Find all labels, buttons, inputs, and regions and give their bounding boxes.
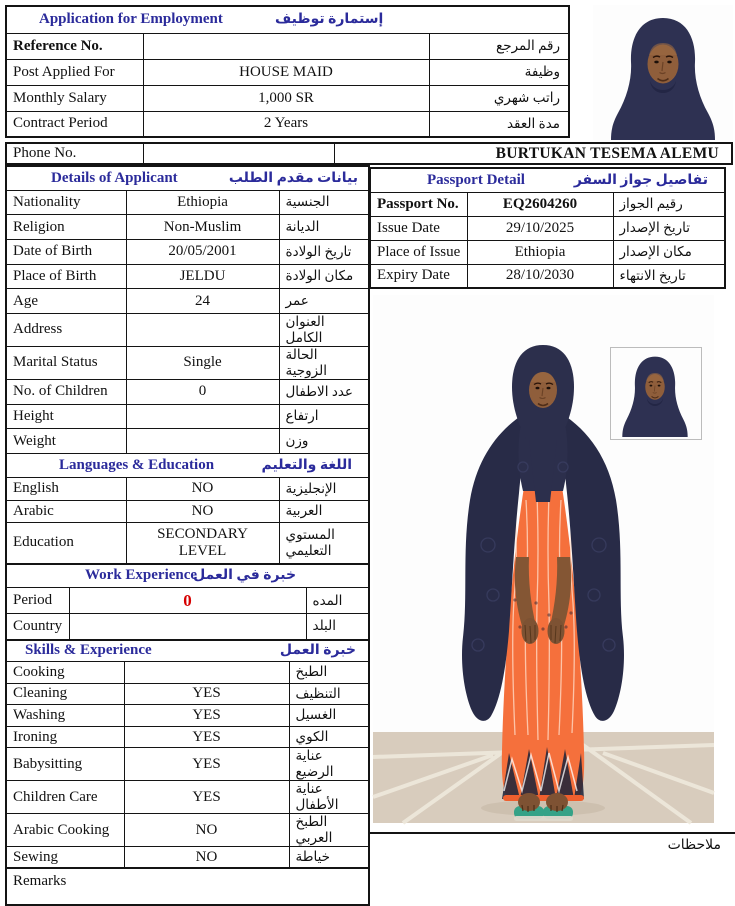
children-row	[6, 379, 369, 404]
passport-panel	[368, 167, 735, 863]
remarks-row	[6, 868, 369, 905]
babysitting-label-ar: عناية الرضيع	[289, 748, 369, 781]
issue-date-value: 29/10/2025	[467, 216, 613, 240]
skills-header: Skills & Experience	[25, 642, 152, 659]
form-title-arabic: إستمارة توظيف	[275, 12, 384, 28]
arabic-cooking-row	[6, 814, 369, 847]
applicant-details-panel	[5, 167, 368, 890]
height-label: Height	[6, 404, 126, 429]
weight-value	[126, 429, 279, 454]
english-row	[6, 478, 369, 501]
children-care-value: YES	[124, 781, 289, 814]
issue-date-row	[370, 216, 725, 240]
applicant-id-photo-small	[610, 347, 702, 440]
passport-table	[369, 167, 726, 289]
passport-no-label-ar: رقيم الجواز	[613, 192, 725, 216]
religion-value: Non-Muslim	[126, 215, 279, 240]
country-value	[69, 614, 306, 640]
languages-header-row	[6, 454, 369, 478]
education-row	[6, 523, 369, 564]
expiry-date-row	[370, 264, 725, 288]
age-label: Age	[6, 289, 126, 314]
work-experience-header-row	[6, 564, 369, 588]
religion-label-ar: الديانة	[279, 215, 369, 240]
work-experience-header-arabic: خبرة في العمل	[193, 568, 297, 584]
arabic-value: NO	[126, 500, 279, 523]
height-row	[6, 404, 369, 429]
address-value	[126, 313, 279, 346]
issue-date-label: Issue Date	[370, 216, 467, 240]
languages-header-arabic: اللغة والتعليم	[261, 458, 352, 473]
notes-row	[370, 832, 735, 863]
period-value: 0	[69, 588, 306, 614]
children-label: No. of Children	[6, 379, 126, 404]
expiry-date-value: 28/10/2030	[467, 264, 613, 288]
details-table	[5, 165, 370, 565]
passport-header-arabic: تفاصيل جواز السفر	[573, 172, 708, 188]
reference-no-label: Reference No.	[6, 33, 143, 59]
babysitting-value: YES	[124, 748, 289, 781]
applicant-portrait-photo	[593, 5, 733, 140]
children-label-ar: عدد الاطفال	[279, 379, 369, 404]
marital-status-row	[6, 346, 369, 379]
passport-header: Passport Detail	[427, 171, 525, 188]
phone-no-value	[143, 143, 335, 164]
skills-header-row	[6, 640, 369, 662]
cooking-row	[6, 662, 369, 684]
date-of-birth-label: Date of Birth	[6, 239, 126, 264]
arabic-cooking-label-ar: الطبخ العربي	[289, 814, 369, 847]
details-header-row	[6, 166, 369, 190]
work-experience-table	[5, 563, 370, 641]
monthly-salary-label-ar: راتب شهري	[429, 85, 569, 111]
expiry-date-label-ar: تاريخ الانتهاء	[613, 264, 725, 288]
period-label: Period	[6, 588, 69, 614]
nationality-row	[6, 190, 369, 215]
nationality-label: Nationality	[6, 190, 126, 215]
sewing-row	[6, 847, 369, 869]
languages-header: Languages & Education	[59, 457, 215, 473]
country-label: Country	[6, 614, 69, 640]
ironing-label-ar: الكوي	[289, 726, 369, 748]
washing-row	[6, 705, 369, 727]
arabic-cooking-value: NO	[124, 814, 289, 847]
monthly-salary-value: 1,000 SR	[143, 85, 429, 111]
marital-status-label: Marital Status	[6, 346, 126, 379]
contract-period-value: 2 Years	[143, 111, 429, 137]
address-label-ar: العنوان الكامل	[279, 313, 369, 346]
reference-no-row	[6, 33, 569, 59]
age-value: 24	[126, 289, 279, 314]
weight-label: Weight	[6, 429, 126, 454]
phone-no-label: Phone No.	[6, 143, 143, 164]
marital-status-label-ar: الحالة الزوجية	[279, 346, 369, 379]
cleaning-label: Cleaning	[6, 683, 124, 705]
nationality-label-ar: الجنسية	[279, 190, 369, 215]
arabic-cooking-label: Arabic Cooking	[6, 814, 124, 847]
ironing-row	[6, 726, 369, 748]
place-of-issue-value: Ethiopia	[467, 240, 613, 264]
issue-date-label-ar: تاريخ الإصدار	[613, 216, 725, 240]
sewing-label-ar: خياطة	[289, 847, 369, 869]
children-care-row	[6, 781, 369, 814]
education-label: Education	[6, 523, 126, 564]
marital-status-value: Single	[126, 346, 279, 379]
english-label: English	[6, 478, 126, 501]
ironing-value: YES	[124, 726, 289, 748]
sewing-label: Sewing	[6, 847, 124, 869]
address-label: Address	[6, 313, 126, 346]
country-row	[6, 614, 369, 640]
cleaning-value: YES	[124, 683, 289, 705]
monthly-salary-label: Monthly Salary	[6, 85, 143, 111]
cleaning-row	[6, 683, 369, 705]
period-label-ar: المده	[306, 588, 369, 614]
form-title: Application for Employment	[39, 11, 223, 28]
english-label-ar: الإنجليزية	[279, 478, 369, 501]
arabic-label-ar: العربية	[279, 500, 369, 523]
place-of-birth-label: Place of Birth	[6, 264, 126, 289]
address-row	[6, 313, 369, 346]
date-of-birth-value: 20/05/2001	[126, 239, 279, 264]
age-row	[6, 289, 369, 314]
babysitting-label: Babysitting	[6, 748, 124, 781]
weight-label-ar: وزن	[279, 429, 369, 454]
remarks-table	[5, 867, 370, 906]
post-applied-row	[6, 59, 569, 85]
washing-value: YES	[124, 705, 289, 727]
arabic-row	[6, 500, 369, 523]
washing-label: Washing	[6, 705, 124, 727]
education-value: SECONDARY LEVEL	[157, 525, 248, 559]
cooking-label: Cooking	[6, 662, 124, 684]
period-row	[6, 588, 369, 614]
religion-row	[6, 215, 369, 240]
ironing-label: Ironing	[6, 726, 124, 748]
form-title-row	[6, 6, 569, 33]
arabic-label: Arabic	[6, 500, 126, 523]
passport-no-row	[370, 192, 725, 216]
passport-no-value: EQ2604260	[467, 192, 613, 216]
place-of-issue-label: Place of Issue	[370, 240, 467, 264]
contract-period-label: Contract Period	[6, 111, 143, 137]
education-label-ar: المستوي التعليمي	[279, 523, 369, 564]
cooking-value	[124, 662, 289, 684]
weight-row	[6, 429, 369, 454]
passport-no-label: Passport No.	[370, 192, 467, 216]
contract-period-label-ar: مدة العقد	[429, 111, 569, 137]
children-care-label: Children Care	[6, 781, 124, 814]
place-of-birth-label-ar: مكان الولادة	[279, 264, 369, 289]
children-value: 0	[126, 379, 279, 404]
remarks-label: Remarks	[6, 868, 369, 905]
sewing-value: NO	[124, 847, 289, 869]
place-of-issue-label-ar: مكان الإصدار	[613, 240, 725, 264]
passport-header-row	[370, 168, 725, 192]
phone-name-row	[5, 142, 733, 165]
place-of-birth-row	[6, 264, 369, 289]
reference-no-value	[143, 33, 429, 59]
height-value	[126, 404, 279, 429]
date-of-birth-row	[6, 239, 369, 264]
expiry-date-label: Expiry Date	[370, 264, 467, 288]
washing-label-ar: الغسيل	[289, 705, 369, 727]
children-care-label-ar: عناية الأطفال	[289, 781, 369, 814]
cleaning-label-ar: التنظيف	[289, 683, 369, 705]
notes-label-arabic: ملاحظات	[667, 838, 721, 853]
monthly-salary-row	[6, 85, 569, 111]
work-experience-header: Work Experience	[85, 567, 198, 584]
babysitting-row	[6, 748, 369, 781]
age-label-ar: عمر	[279, 289, 369, 314]
details-header: Details of Applicant	[51, 169, 178, 186]
skills-table	[5, 639, 370, 870]
place-of-birth-value: JELDU	[126, 264, 279, 289]
date-of-birth-label-ar: تاريخ الولادة	[279, 239, 369, 264]
religion-label: Religion	[6, 215, 126, 240]
post-applied-value: HOUSE MAID	[143, 59, 429, 85]
country-label-ar: البلد	[306, 614, 369, 640]
height-label-ar: ارتفاع	[279, 404, 369, 429]
post-applied-label-ar: وظيفة	[429, 59, 569, 85]
details-header-arabic: بيانات مقدم الطلب	[228, 170, 358, 186]
reference-no-label-ar: رقم المرجع	[429, 33, 569, 59]
top-summary-table	[5, 5, 570, 138]
skills-header-arabic: خبرة العمل	[279, 643, 356, 659]
nationality-value: Ethiopia	[126, 190, 279, 215]
applicant-name: BURTUKAN TESEMA ALEMU	[335, 143, 732, 164]
post-applied-label: Post Applied For	[6, 59, 143, 85]
english-value: NO	[126, 478, 279, 501]
cooking-label-ar: الطبخ	[289, 662, 369, 684]
place-of-issue-row	[370, 240, 725, 264]
contract-period-row	[6, 111, 569, 137]
